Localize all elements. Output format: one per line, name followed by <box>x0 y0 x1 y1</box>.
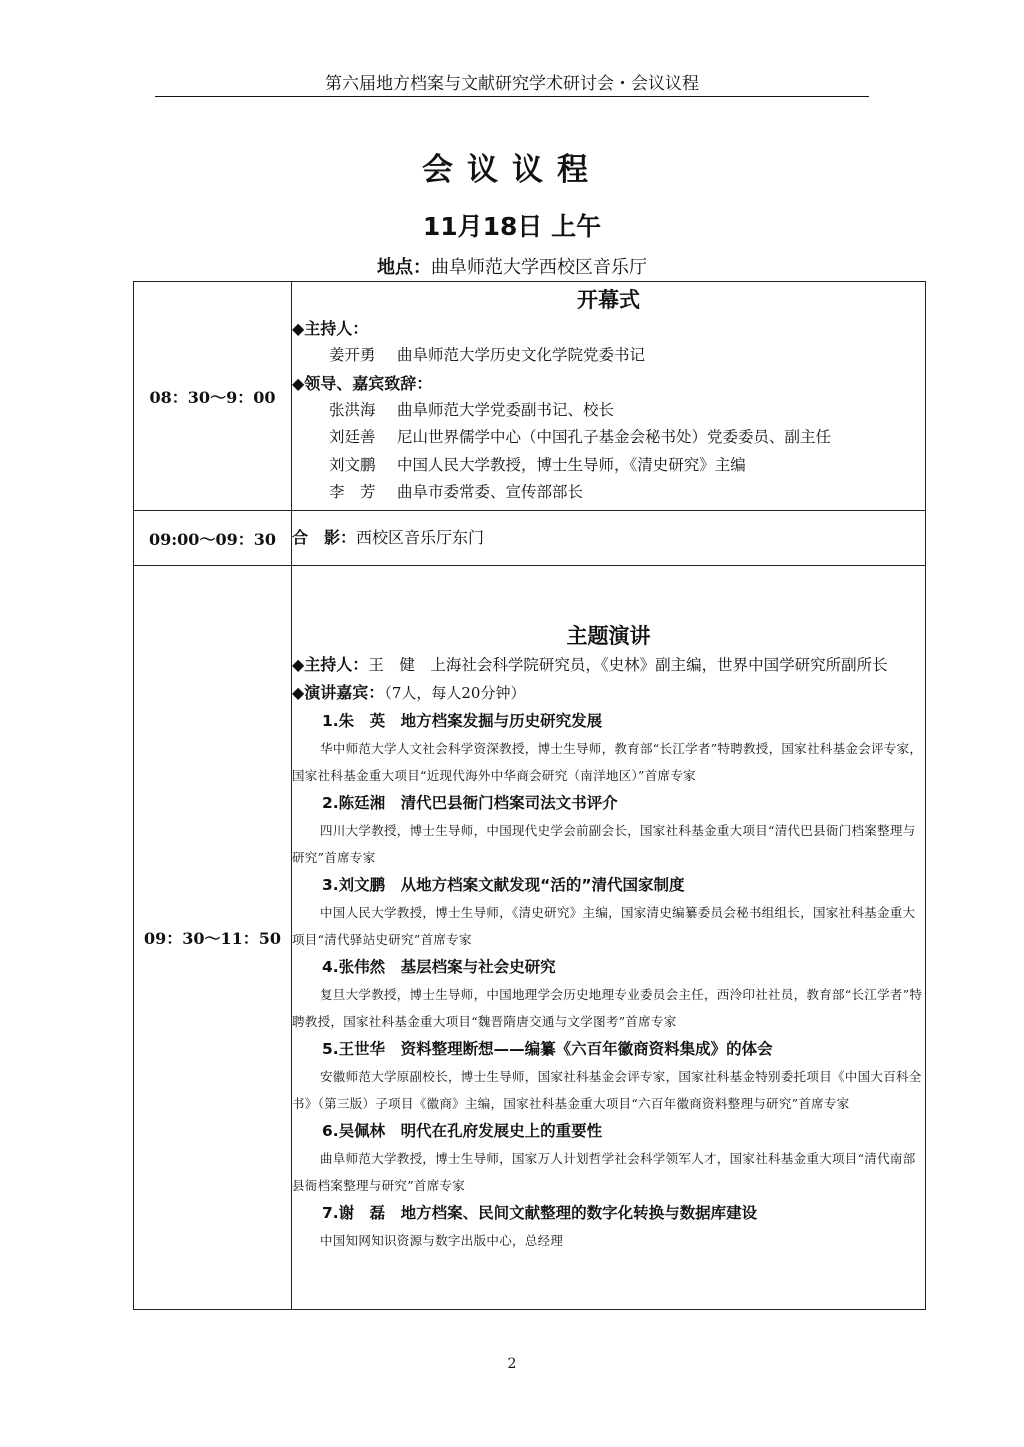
venue-label: 地点： <box>377 257 431 278</box>
photo-location: 西校区音乐厅东门 <box>356 528 485 547</box>
talk-title: 5.王世华 资料整理断想——编纂《六百年徽商资料集成》的体会 <box>322 1040 773 1058</box>
content-cell <box>292 282 926 511</box>
agenda-row-keynotes <box>134 566 926 1310</box>
host-text: 王 健 上海社会科学院研究员，《史林》副主编，世界中国学研究所副所长 <box>368 656 888 674</box>
person-desc: 中国人民大学教授，博士生导师，《清史研究》主编 <box>397 455 746 474</box>
talk-title: 3.刘文鹏 从地方档案文献发现“活的”清代国家制度 <box>322 876 685 894</box>
page-number: 2 <box>507 1356 517 1372</box>
session-date: 11月18日 上午 <box>422 212 602 241</box>
speaker-person <box>292 424 925 452</box>
speaker-person <box>292 479 925 507</box>
speaker-person <box>292 452 925 480</box>
talk-speaker-bio: 复旦大学教授，博士生导师，中国地理学会历史地理专业委员会主任，西泠印社社员，教育部“长江学者”特聘教授，国家社科基金重大项目“魏晋隋唐交通与文学图考”首席专家 <box>292 987 923 1029</box>
page-title: 会议议程 <box>422 152 602 188</box>
photo-line <box>292 512 925 564</box>
person-name: 李 芳 <box>329 483 376 502</box>
guest-note: （7人，每人20分钟） <box>384 684 526 702</box>
person-name: 刘文鹏 <box>329 455 376 474</box>
person-name: 刘廷善 <box>329 428 376 447</box>
talk-speaker-bio: 华中师范大学人文社会科学资深教授，博士生导师，教育部“长江学者”特聘教授，国家社科基金会评专家，国家社科基金重大项目“近现代海外中华商会研究（南洋地区）”首席专家 <box>292 741 923 783</box>
talk-title: 1.朱 英 地方档案发掘与历史研究发展 <box>322 712 603 730</box>
running-header: 第六届地方档案与文献研究学术研讨会・会议议程 <box>325 74 699 94</box>
speech-label: ◆领导、嘉宾致辞： <box>292 373 433 393</box>
person-desc: 曲阜师范大学党委副书记、校长 <box>397 400 615 419</box>
section-title: 开幕式 <box>577 288 640 313</box>
venue-line <box>0 255 1024 281</box>
talk-title: 2.陈廷湘 清代巴县衙门档案司法文书评介 <box>322 794 618 812</box>
talk-title: 6.吴佩林 明代在孔府发展史上的重要性 <box>322 1122 603 1140</box>
person-desc: 曲阜师范大学历史文化学院党委书记 <box>397 346 646 365</box>
person-desc: 尼山世界儒学中心（中国孔子基金会秘书处）党委委员、副主任 <box>397 428 832 447</box>
person-name: 张洪海 <box>329 400 376 419</box>
host-label: ◆主持人： <box>292 655 369 674</box>
content-cell <box>292 566 926 1310</box>
talk-speaker-bio: 四川大学教授，博士生导师，中国现代史学会前副会长，国家社科基金重大项目“清代巴县衙门档案整理与研究”首席专家 <box>292 823 916 865</box>
content-cell <box>292 511 926 566</box>
venue-value: 曲阜师范大学西校区音乐厅 <box>431 257 647 278</box>
host-label: ◆主持人： <box>292 319 369 339</box>
talk-title: 7.谢 磊 地方档案、民间文献整理的数字化转换与数据库建设 <box>322 1204 758 1222</box>
talk-speaker-bio: 中国人民大学教授，博士生导师，《清史研究》主编，国家清史编纂委员会秘书组组长，国家社科基金重大项目“清代驿站史研究”首席专家 <box>292 905 916 947</box>
photo-label: 合 影： <box>292 528 357 547</box>
person-desc: 曲阜市委常委、宣传部部长 <box>397 483 584 502</box>
speaker-person <box>292 397 925 425</box>
section-title: 主题演讲 <box>566 624 651 648</box>
host-person <box>292 342 925 370</box>
talk-title: 4.张伟然 基层档案与社会史研究 <box>322 958 556 976</box>
keynote-host <box>292 651 925 679</box>
person-name: 姜开勇 <box>329 346 376 365</box>
agenda-table <box>133 281 926 1310</box>
agenda-row-photo <box>134 511 926 566</box>
talk-speaker-bio: 中国知网知识资源与数字出版中心，总经理 <box>320 1233 564 1248</box>
talk-speaker-bio: 安徽师范大学原副校长，博士生导师，国家社科基金会评专家，国家社科基金特别委托项目《中国大百科全书》（第三版）子项目《徽商》主编，国家社科基金重大项目“六百年徽商资料整理与研究”首席专家 <box>292 1069 922 1111</box>
header-divider <box>155 96 869 97</box>
guest-label: ◆演讲嘉宾： <box>292 683 385 702</box>
agenda-row-opening <box>134 282 926 511</box>
time-cell: 09：30～11：50 <box>134 566 292 1310</box>
talk-speaker-bio: 曲阜师范大学教授，博士生导师，国家万人计划哲学社会科学领军人才，国家社科基金重大项目“清代南部县衙档案整理与研究”首席专家 <box>292 1151 916 1193</box>
time-cell: 09:00～09：30 <box>134 511 292 566</box>
time-cell: 08：30～9：00 <box>134 282 292 511</box>
guest-label-line <box>292 679 925 707</box>
